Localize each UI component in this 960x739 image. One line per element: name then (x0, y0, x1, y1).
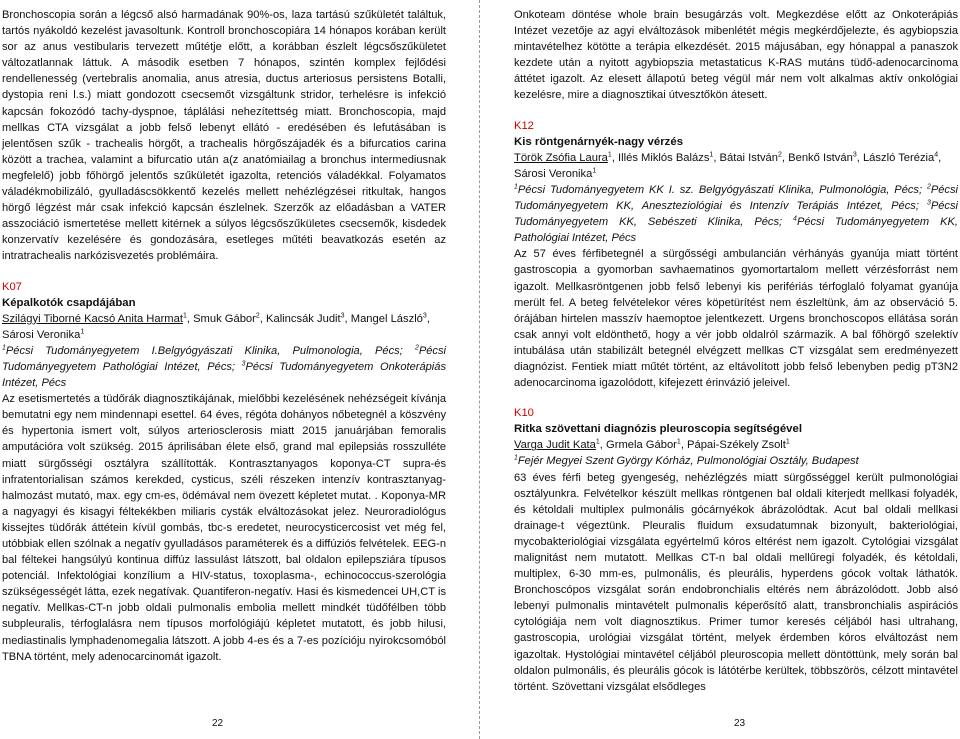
author-name: Varga Judit Kata (514, 439, 596, 452)
author-name: Sárosi Veronika (514, 167, 593, 180)
abstract-affiliations: $^1$Pécsi Tudományegyetem KK I. sz. Belgyógyászati Klinika, Pulmonológia, Pécs; $^2$Pécsi Tudományegyetem KK, Aneszteziológiai és Intenzív Terápiás Intézet, Pécs; $^3$Pécsi Tudományegyetem KK, Sebészeti Klinika, Pécs; $^4$Pécsi Tudományegyetem KK, Pathológiai Intézet, Pécs (514, 183, 958, 245)
author-name: Illés Miklós Balázs (618, 151, 710, 164)
abstract-code: K12 (514, 119, 534, 132)
abstract-authors: Szilágyi Tiborné Kacsó Anita Harmat$^1$, Smuk Gábor$^2$, Kalincsák Judit$^3$, Mangel László$^3$, Sárosi Veronika$^1$ (2, 311, 430, 341)
abstract-body: Az 57 éves férfibetegnél a sürgősségi ambulancián vérhányás gyanúja miatt történt gastroscopia a gyomorban savhaematinos gyomortartalom mellett vérzésforrást nem igazolt. Mellkasröntgenen jobb felső lebenyi kis perifériás térfoglaló folyamat gyanúja merült fel. A beteg felvételekor véres köpetürítést nem észleltünk, ám az observáció 5. órájában hirtelen masszív haemoptoe jelentkezett. Urgens bronchoscopos ellátása során csak annyi volt eldönthető, hogy a vér jobb oldalról származik. A bal főhörgő szelektív intubálása után stabilizált betegnél elvégzett mellkas CT vizsgálat sem eredményezett diagnózist. Fentiek miatt műtét történt, az eltávolított jobb felső lebenyben pedig pT3N2 adenocarcinoma igazolódott, kifejezett érinvázió jeleivel. (514, 248, 958, 390)
author-name: Mangel László (350, 312, 423, 325)
page-fold-divider (479, 0, 481, 739)
abstract-title: Képalkotók csapdájában (2, 296, 136, 309)
abstract-body: 63 éves férfi beteg gyengeség, nehézlégzés miatt sürgősséggel került pulmonológiai osztályunkra. Felvételkor készült mellkas röntgenen bal oldali kiterjedt mellkasi folyadék, és kétoldali multiplex pulmonális gócárnyékok ábrázolódtak. Acut bal oldali mellkasi drainage-t végeztünk. Pleuralis fluidum exsudatumnak bizonyult, bakteriológiai, mycobakteriológiai vizsgálata egyértelmű kóros eltérést nem igazolt. Cytológiai vizsgálat malignitást nem mutatott. Mellkas CT-n bal oldali mellűregi folyadék, és kétoldali, multiplex, 6-30 mm-es, pulmonális, és pleurális, hyperdens gócok voltak láthatók. Bronchoscópos vizsgálat során endobronchialis eltérés nem ábrázolódott. Jobb alsó lebenyi pulmonalis mintavételt pulmonalis képerősítő alatt, transbronchialis aspirációs cytológiája nem volt diagnosztikus. Primer tumor keresés céljából hasi ultrahang, gastroscopia, urológiai vizsgálat történt, melyek érdemben kóros elváltozást nem igazoltak. Hystológiai mintavétel céljából pleuroscopia mellett döntöttünk, mely során bal oldalon pulmonális, és pleurális gócok is látótérbe kerültek, többszörös, célzott mintavétel történt. Szövettani vizsgálat elsődleges (514, 471, 958, 693)
abstract-code: K07 (2, 280, 22, 293)
page-number-right: 23 (734, 718, 746, 729)
abstract-affiliations: $^1$Pécsi Tudományegyetem I.Belgyógyászati Klinika, Pulmonologia, Pécs; $^2$Pécsi Tudományegyetem Pathológiai Intézet, Pécs; $^3$Pécsi Tudományegyetem Onkoterápiás Intézet, Pécs (2, 344, 446, 390)
right-intro-paragraph: Onkoteam döntése whole brain besugárzás volt. Megkezdése előtt az Onkoterápiás Intézet vezetője az agyi elváltozások mibenlétét mégis megkérdőjelezte, és agybiopszia mintavételhez kötötte a terápia elkezdését. 2015 májusában, egy hónappal a panaszok kezdete után a nyitott agybiopszia metastaticus K-RAS mutáns tüdő-adenocarcinoma áttétet igazolt. Az elesett állapotú beteg végül már nem volt alkalmas aktív onkológiai kezelésre, mire a diagnosztikai útvesztőkön átesett. (514, 9, 958, 102)
author-name: Török Zsófia Laura (514, 151, 608, 164)
left-page-column (2, 7, 446, 665)
author-name: Sárosi Veronika (2, 328, 81, 341)
author-name: Pápai-Székely Zsolt (687, 439, 786, 452)
author-name: László Terézia (862, 151, 935, 164)
author-name: Szilágyi Tiborné Kacsó Anita Harmat (2, 312, 183, 325)
author-name: Bátai István (719, 151, 779, 164)
abstract-body: Az esetismertetés a tüdőrák diagnosztikájának, mielőbbi kezelésének nehézségeit kívánja bemutatni egy nem mindennapi esettel. 64 éves, régóta dohányos nőbetegnél a köszvény és hypertonia ismert volt, súlyos arteriosclerosis miatt 2015 januárjában femoralis amputációra volt szükség. 2015 áprilisában élete első, grand mal epilepsiás rosszulléte miatt sürgősségi osztályra szállították. Kontrasztanyagos koponya-CT supra-és infratentorialisan számos kerekded, cysticus, széli részeken intenzív kontrasztanyag-halmozást mutató, max. egy cm-es, ödémával nem övezett képletet mutat. . Koponya-MR a nagyagyi és kisagyi féltekékben miliaris cysták elváltozásokat jelez. Neuroradiológus kissejtes tüdőrák áttétein kívül gombás, tbc-s eredetet, neurocysticercosist vet még fel, utóbbiak ellen szólnak a negatív gyulladásos paraméterek és a diffúziós felvételek. EEG-n bal féltekei hangsúlyú kontinua diffúz lassulást látszott, bal oldalon epilepsziára típusos potenciál. Infektológiai konzílium a HIV-status, toxoplasma-, echinococcus-szerológia szükségességét látta, ezek negatívak. Quantiferon-negatív. Hasi és kismedencei UH,CT is negatív. Mellkas-CT-n jobb oldali pulmonalis embolia mellett mindkét tüdőfélben több subpleuralis, térfoglalásra nem típusos morfológiájú képletet mutatott, és jobb hilusi, mediastinalis lymphadenomegalia látszott. A jobb 4-es és a 7-es pozícióju nyirokcsomóból TBNA történt, mely adenocarcinomát igazolt. (2, 393, 446, 663)
abstract-authors: Varga Judit Kata$^1$, Grmela Gábor$^1$, Pápai-Székely Zsolt$^1$ (514, 438, 790, 452)
abstract-title: Kis röntgenárnyék-nagy vérzés (514, 135, 684, 148)
abstract-affiliations: $^1$Fejér Megyei Szent György Kórház, Pulmonológiai Osztály, Budapest (514, 454, 859, 468)
abstract-authors: Török Zsófia Laura$^1$, Illés Miklós Balázs$^1$, Bátai István$^2$, Benkő István$^3$, László Terézia$^4$, Sárosi Veronika$^1$ (514, 151, 942, 180)
right-page-column (514, 7, 958, 695)
page-number-left: 22 (212, 718, 224, 729)
left-intro-paragraph: Bronchoscopia során a légcső alsó harmadának 90%-os, laza tartású szűkületét találtuk, tartós nyákoldó kezelést javasoltunk. Kontroll bronchoscopiára 14 hónapos korában került sor az anus vestibularis tervezett műtétje előtt, a korábban észlelt légcsőszűkületet változatlannak láttuk. A második esetben 7 hónapos, szintén komplex fejlődési rendellenesség (vertebralis anomalia, anus atresia, ductus arteriosus persistens Botalli, dystopia reni l.s.) miatt gondozott csecsemőt vizsgáltunk stridor, terhelésre is infekció kapcsán fokozódó tachy-dyspnoe, táplálási nehezítettség miatt. Bronchoscopia, majd mellkas CTA vizsgálat a jobb felső lebenyt ellátó - eredésében és lefutásában is jelentősen szűk - trachealis hörgőt, a trachealis hörgőszájadék és a bifurcatios carina között a trachea, valamint a bifurcatio után a(z anatómiailag a bronchus intermediusnak megfelelő) jobb főhörgő jelentős szűkületét igazolta, retenciós váladékkal. Folyamatos váladékmobilizáló, gyulladáscsökkentő kezelés mellett nehézlégzései ritkultak, hangos hörgő légzést már csak infekció kapcsán észlelnek. Szerzők az előadásban a VATER asszociáció ismertetése mellett kitérnek a súlyos légcsőszűkületes csecsemők, kisdedek konzervatív kezelésére és gondozására, esetleges műtéti beavatkozás esetén az intratrachealis narkózisvezetés problémáira. (2, 9, 446, 263)
abstract-code: K10 (514, 407, 534, 420)
author-name: Grmela Gábor (606, 439, 677, 452)
abstract-title: Ritka szövettani diagnózis pleuroscopia segítségével (514, 423, 803, 436)
author-name: Benkő István (788, 151, 853, 164)
author-name: Kalincsák Judit (266, 312, 341, 325)
author-name: Smuk Gábor (193, 312, 256, 325)
